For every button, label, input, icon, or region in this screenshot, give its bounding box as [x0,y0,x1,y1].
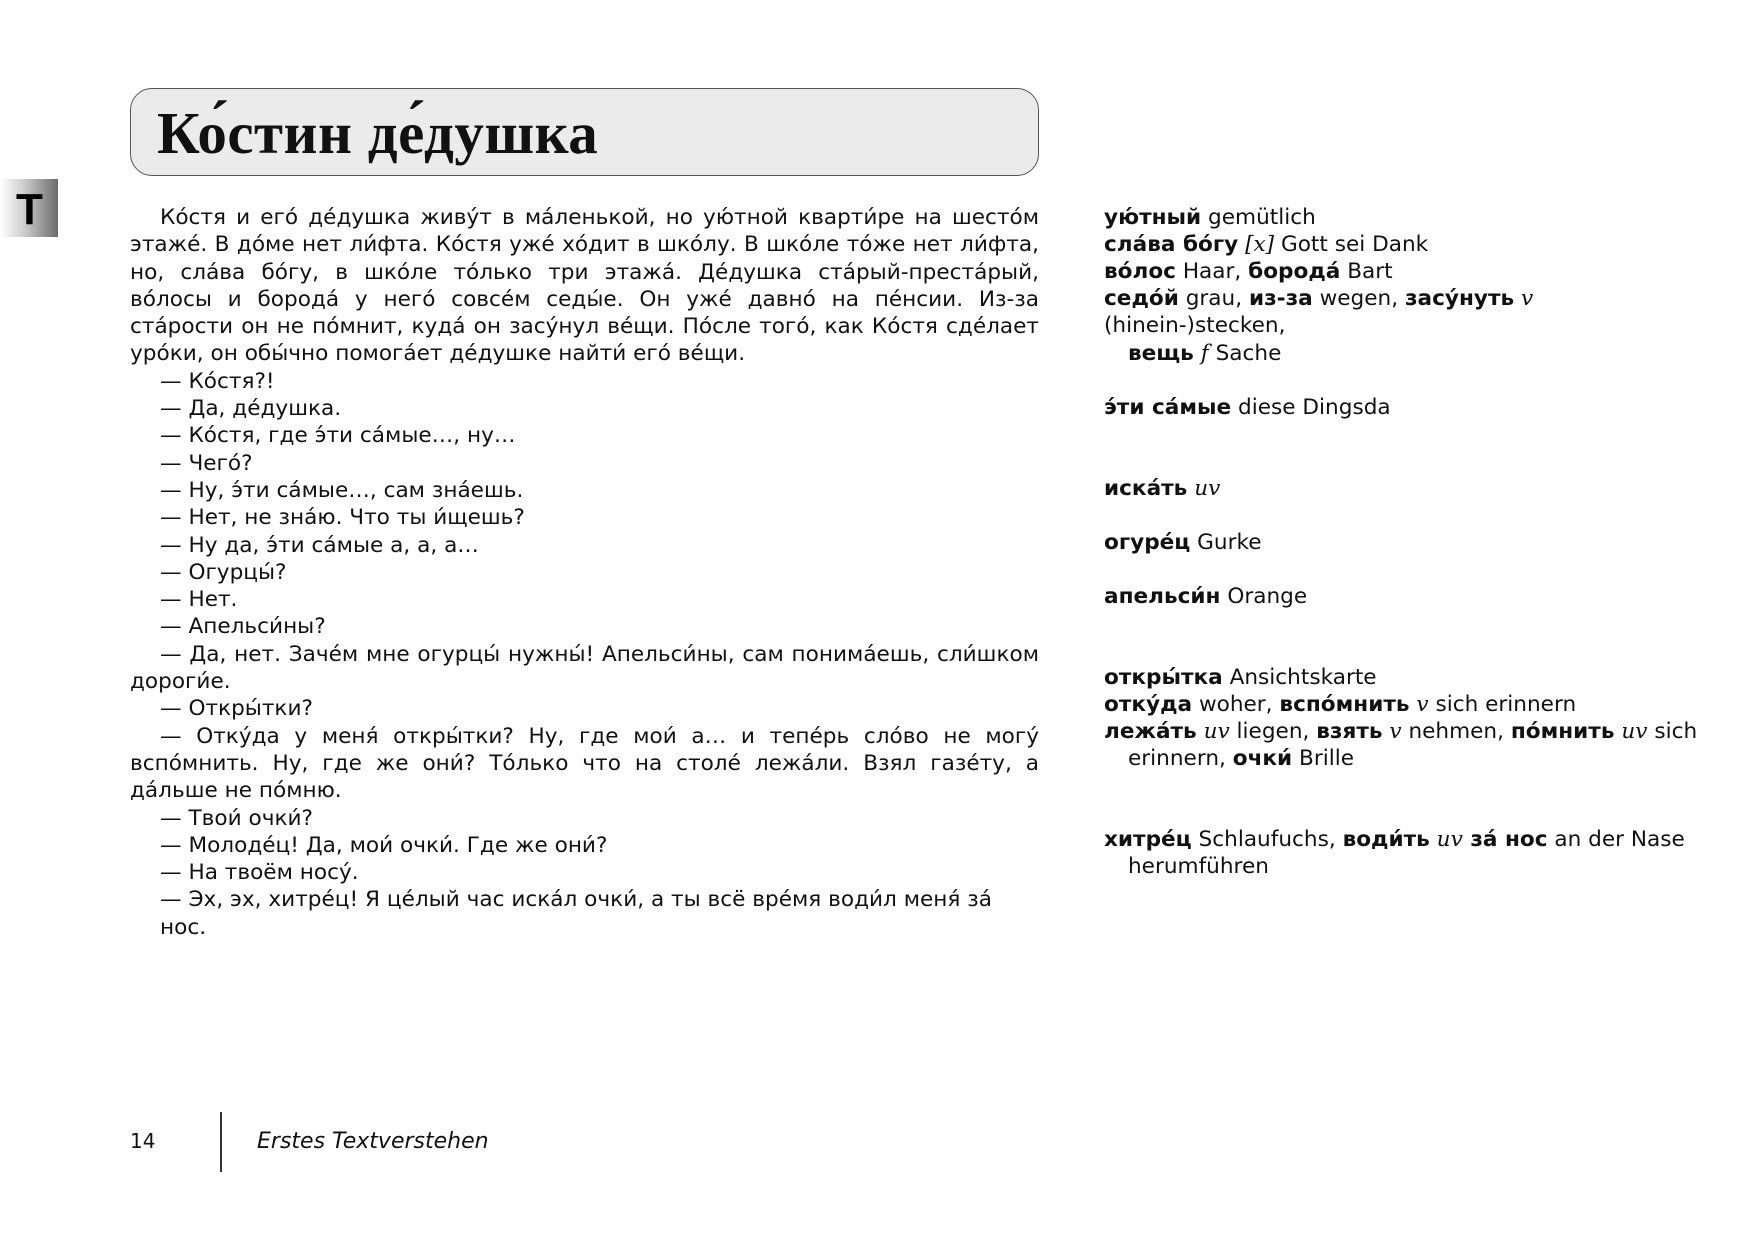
dialogue-line: — Огурцы́? [160,559,287,585]
dialogue-line: — Ну да, э́ти са́мые а, а, а… [160,532,479,558]
vocab-entry-3: во́лос Haar, борода́ Bart [1104,259,1393,284]
dialogue-line: — Да, де́душка. [160,396,342,422]
dialogue-line: — Эх, эх, хитре́ц! Я це́лый час иска́л очки́, а ты всё вре́мя води́л меня́ за́ нос. [160,887,992,940]
dialogue-line: — Нет. [160,587,238,613]
vocab-entry-4: седо́й grau, из-за wegen, засу́нуть v (hinein-)stecken, вещь f Sache [1104,286,1534,366]
section-tab-letter: T [16,185,43,234]
main-text [130,204,1039,941]
vocab-entry-8: апельси́н Orange [1104,584,1308,609]
dialogue-line: — Твои́ очки́? [160,805,313,831]
vocab-entry-10: отку́да woher, вспо́мнить v sich erinnern [1104,692,1577,717]
dialogue-line: — Да, нет. Заче́м мне огурцы́ нужны́! Апельси́ны, сам понима́ешь, сли́шком дороги́е. [130,641,1039,695]
vocab-entry-7: огуре́ц Gurke [1104,530,1262,555]
page-number: 14 [130,1129,156,1153]
page-title: Ко́стин де́душка [157,100,599,166]
vocab-entry-6: иска́ть uv [1104,476,1221,501]
section-tab [0,179,58,237]
dialogue-line: — Отку́да у меня́ откры́тки? Ну, где мои́ а… и тепе́рь сло́во не могу́ вспо́мнить. Ну, где же они́? То́лько что на столе́ лежа́ли. Взял газе́ту, а да́льше не по́мню. [130,723,1039,804]
dialogue-line: — Ко́стя?! [160,368,275,394]
footer-section-title: Erstes Textverstehen [257,1129,489,1154]
dialogue-line: — Молоде́ц! Да, мои́ очки́. Где же они́? [160,832,608,858]
dialogue-line: — Откры́тки? [160,696,313,722]
vocab-entry-2: сла́ва бо́гу [x] Gott sei Dank [1104,232,1429,257]
vocab-entry-12: хитре́ц Schlaufuchs, води́ть uv за́ нос an der Nase herumführen [1104,827,1685,880]
vocab-entry-9: откры́тка Ansichtskarte [1104,665,1377,690]
dialogue-line: — Ну, э́ти са́мые…, сам зна́ешь. [160,477,524,503]
intro-paragraph: Ко́стя и его́ де́душка живу́т в ма́ленькой, но ую́тной кварти́ре на шесто́м этаже́. В до́ме нет ли́фта. Ко́стя уже́ хо́дит в шко́лу. В шко́ле то́же нет ли́фта, но, сла́ва бо́гу, в шко́ле то́лько три этажа́. Де́душка ста́рый-преста́рый, во́лосы и борода́ у него́ совсе́м седы́е. Он уже́ давно́ на пе́нсии. Из-за ста́рости он не по́мнит, куда́ он засу́нул ве́щи. По́сле того́, как Ко́стя сде́лает уро́ки, он обы́чно помога́ет де́душке найти́ его́ ве́щи. [130,205,1039,367]
title-box [130,88,1039,176]
dialogue-line: — Апельси́ны? [160,614,326,640]
footer-divider [220,1112,222,1172]
vocab-entry-11: лежа́ть uv liegen, взять v nehmen, по́мнить uv sich erinnern, очки́ Brille [1104,719,1698,772]
dialogue-line: — Чего́? [160,450,253,476]
dialogue-line: — Нет, не зна́ю. Что ты и́щешь? [160,505,525,531]
dialogue-line: — Ко́стя, где э́ти са́мые…, ну… [160,423,516,449]
vocab-entry-1: ую́тный gemütlich [1104,205,1316,230]
dialogue-line: — На твоём носу́. [160,860,359,886]
vocab-entry-5: э́ти са́мые diese Dingsda [1104,395,1391,420]
